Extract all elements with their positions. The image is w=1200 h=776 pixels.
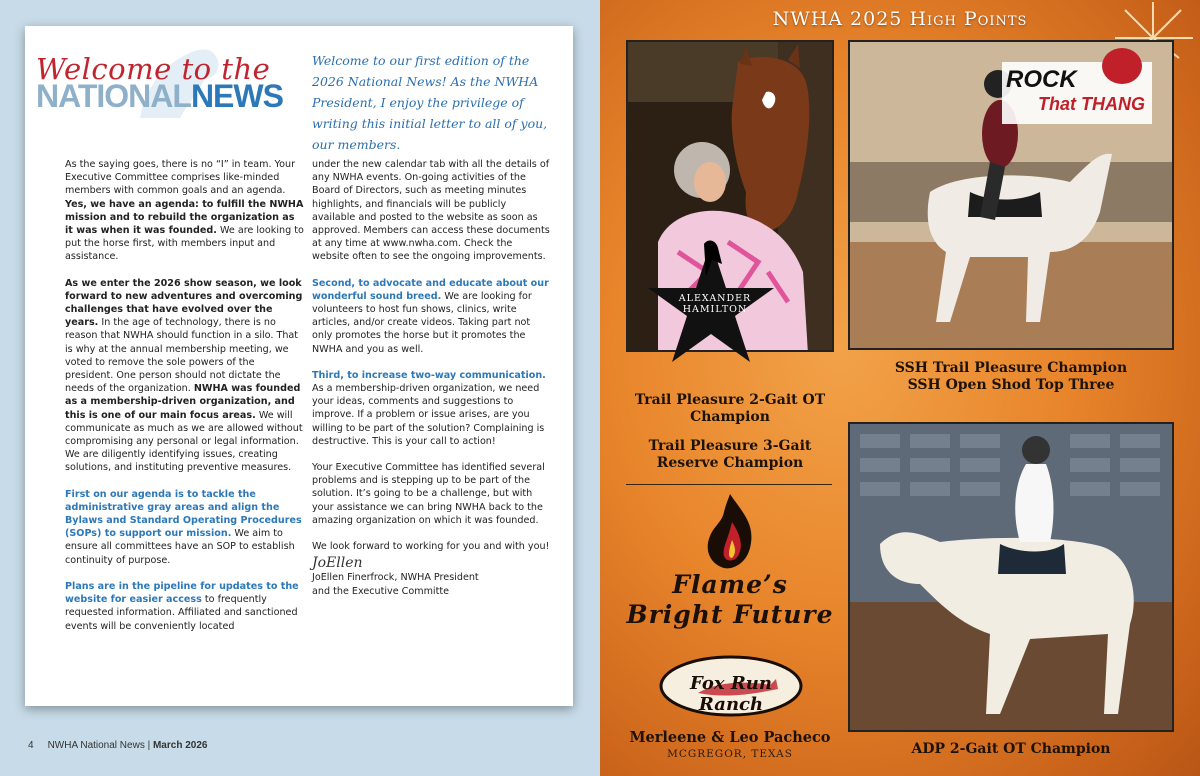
- text-run: As the saying goes, there is no “I” in team. Your Executive Committee comprises like-minded members with common goals and an agenda.: [65, 159, 296, 197]
- text-run-highlight: First on our agenda is to tackle the administrative gray areas and align the Bylaws and Standard Operating Procedures (SOPs) to support our mission.: [65, 488, 302, 540]
- text-run: to frequently requested information. Affiliated and sanctioned events will be conveniently located: [65, 594, 298, 632]
- divider: [626, 484, 832, 485]
- caption-line: SSH Trail Pleasure Champion: [894, 360, 1128, 376]
- national-title-part: NATIONAL: [36, 78, 191, 114]
- star-badge-line2: HAMILTON: [682, 304, 748, 315]
- rock-that-thang-logo: [998, 46, 1158, 134]
- text-run: We will communicate as much as we are allowed without compromising any personal or legal information. We are diligently identifying issues, creating solutions, and instituting preventive measures.: [65, 409, 303, 474]
- national-news-title: [36, 80, 283, 112]
- page-number: 4: [28, 740, 34, 751]
- right-page: [600, 0, 1200, 776]
- text-run-highlight: Plans are in the pipeline for updates to the website for easier access: [65, 580, 299, 606]
- paragraph: We look forward to working for you and with you!: [312, 541, 550, 553]
- text-run-bold: NWHA was founded as a membership-driven organization, and this is one of our main focus areas.: [65, 383, 301, 421]
- paragraph: [65, 580, 305, 633]
- text-run-bold: Yes, we have an agenda: to fulfill the NWHA mission and to rebuild the organization as it was when it was founded.: [65, 198, 304, 237]
- owners-location: MCGREGOR, TEXAS: [667, 748, 793, 760]
- signature-name: JoEllen Finerfrock, NWHA President: [312, 572, 479, 584]
- rock-logo-line1: ROCK: [1006, 66, 1077, 93]
- caption-hamilton-2: Trail Pleasure 3-Gait Reserve Champion: [648, 438, 812, 471]
- caption-rock-that-thang: [848, 360, 1174, 394]
- text-run-bold: As we enter the 2026 show season, we look forward to new adventures and overcoming challenges that have evolved over the years.: [65, 277, 303, 329]
- publication-name: NWHA National News |: [47, 740, 153, 751]
- news-title-part: NEWS: [190, 78, 283, 114]
- paragraph: [312, 369, 552, 448]
- signature: JoEllen: [312, 555, 363, 572]
- paragraph: [65, 488, 305, 567]
- paragraph: [65, 158, 305, 264]
- rider-indoor-arena-illustration: [850, 424, 1174, 732]
- issue-date: March 2026: [152, 740, 208, 751]
- text-run: We are looking for volunteers to host fun shows, clinics, write articles, and/or create videos. Taking part not only promotes the horse but it promotes the NWHA and you as well.: [312, 290, 532, 355]
- intro-paragraph: Welcome to our first edition of the 2026 National News! As the NWHA President, I enjoy the privilege of writing this initial letter to all of you, our members.: [312, 53, 548, 152]
- photo-flames-bright-future: [848, 422, 1174, 732]
- text-run-highlight: Second, to advocate and educate about our wonderful sound breed.: [312, 277, 549, 302]
- text-run: We aim to ensure all committees have an SOP to establish continuity of purpose.: [65, 528, 295, 566]
- article-column-2: [312, 158, 552, 598]
- high-points-title: NWHA 2025 High Points: [772, 8, 1028, 30]
- page-footer: [28, 740, 207, 751]
- welcome-title: Welcome to the: [36, 52, 271, 86]
- signature-block: [312, 571, 552, 597]
- paragraph: [312, 277, 552, 356]
- signature-org: and the Executive Committe: [312, 585, 450, 597]
- star-badge-line1: ALEXANDER: [678, 293, 752, 304]
- caption-line: SSH Open Shod Top Three: [907, 377, 1115, 393]
- flame-icon: [700, 492, 760, 572]
- fox-run-ranch-logo: [658, 655, 804, 717]
- paragraph: [65, 277, 305, 475]
- paragraph: Your Executive Committee has identified several problems and is stepping up to be part of the solution. It’s going to be a challenge, but with your assistance we can bring NWHA back to the amazing organization on which it was founded.: [312, 462, 545, 526]
- text-run: We are looking to put the horse first, with members input and assistance.: [65, 225, 304, 263]
- text-run: In the age of technology, there is no reason that NWHA should function in a silo. That is why at the annual membership meeting, we voted to remove the sole powers of the president. One person should not dictate the needs of the organization.: [65, 317, 299, 395]
- owners-name: Merleene & Leo Pacheco: [629, 729, 831, 746]
- paragraph: under the new calendar tab with all the details of any NWHA events. On-going activities of the Board of Directors, such as meeting minutes highlights, and financials will be publicly available and posted to the website as soon as approved. Members can access these documents at any time at www.nwha.com. Check the website often to see the ongoing improvements.: [312, 159, 550, 263]
- flame-line1: Flame’s: [672, 570, 788, 599]
- star-badge-label: [660, 293, 770, 315]
- article-column-1: [65, 158, 305, 646]
- caption-hamilton-1: Trail Pleasure 2-Gait OT Champion: [634, 392, 826, 425]
- text-run-highlight: Third, to increase two-way communication.: [312, 369, 546, 381]
- flame-bright-future-logo: [626, 570, 834, 630]
- text-run: As a membership-driven organization, we need your ideas, comments and suggestions to improve. If a problem or issue arises, are you willing to be part of the solution? Complaining is destructive. This is your call to action!: [312, 383, 545, 447]
- ranch-logo-text: Fox Run Ranch: [690, 673, 772, 715]
- flame-line2: Bright Future: [626, 600, 834, 629]
- rock-logo-line2: That THANG: [1038, 94, 1145, 114]
- caption-flames-bright-future: ADP 2-Gait OT Champion: [911, 741, 1111, 757]
